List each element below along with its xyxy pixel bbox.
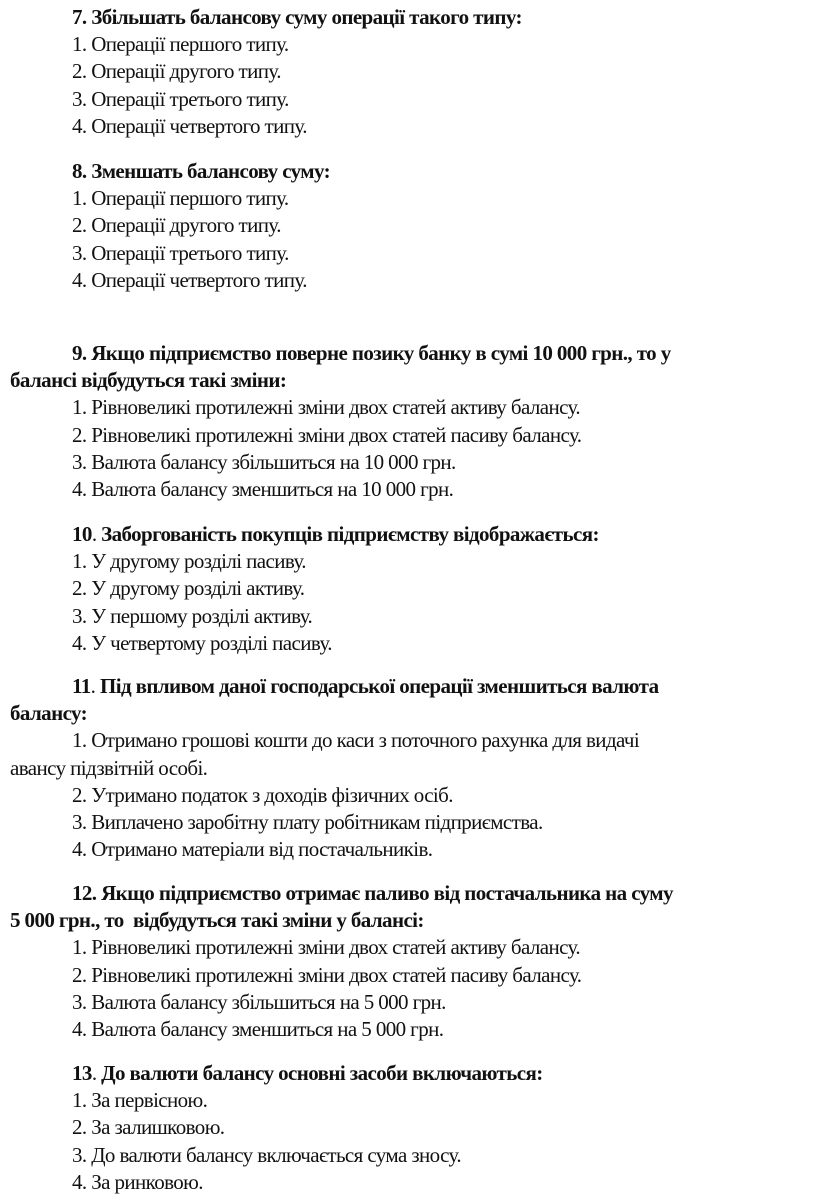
answer-option: 1. Операції першого типу.	[72, 32, 289, 57]
question-number: 7.	[72, 5, 87, 29]
answer-option: 4. За ринковою.	[72, 1169, 203, 1194]
question-number-dot: .	[90, 674, 96, 698]
answer-option-continuation: авансу підзвітній особі.	[10, 755, 208, 780]
question-text: Зменшать балансову суму:	[91, 159, 331, 183]
answer-option: 2. Рівновеликі протилежні зміни двох статей пасиву балансу.	[72, 422, 582, 447]
question-13-heading	[10, 1060, 810, 1087]
answer-option: 1. Отримано грошові кошти до каси з поточного рахунка для видачі	[72, 728, 640, 753]
answer-option: 2. Рівновеликі протилежні зміни двох статей пасиву балансу.	[72, 962, 582, 987]
question-9-heading-line2: балансі відбудуться такі зміни:	[10, 368, 287, 393]
question-8	[10, 158, 810, 294]
question-7	[10, 4, 810, 140]
question-11-heading-line1	[10, 673, 810, 700]
question-text: Під впливом даної господарської операції зменшиться валюта	[99, 674, 659, 698]
question-7-heading	[10, 4, 810, 31]
question-8-heading	[10, 158, 810, 185]
answer-option: 2. За залишковою.	[72, 1115, 225, 1140]
answer-option: 2. Операції другого типу.	[72, 213, 281, 238]
answer-option: 1. Рівновеликі протилежні зміни двох статей активу балансу.	[72, 395, 580, 420]
answer-option: 4. Операції четвертого типу.	[72, 113, 307, 138]
question-9-heading-line1	[10, 340, 810, 367]
question-text: До валюти балансу основні засоби включаються:	[101, 1061, 543, 1085]
question-number: 9.	[72, 341, 87, 365]
answer-option: 2. Утримано податок з доходів фізичних осіб.	[72, 782, 453, 807]
question-text: Якщо підприємство поверне позику банку в сумі 10 000 грн., то у	[91, 341, 671, 365]
question-number-dot: .	[91, 522, 97, 546]
answer-option: 4. Операції четвертого типу.	[72, 267, 307, 292]
question-11-heading-line2: балансу:	[10, 701, 88, 726]
question-number: 12.	[72, 881, 97, 905]
question-11	[10, 673, 810, 863]
answer-option: 4. Валюта балансу зменшиться на 10 000 грн.	[72, 476, 454, 501]
answer-option: 3. Операції третього типу.	[72, 240, 289, 265]
answer-option: 4. Отримано матеріали від постачальників.	[72, 837, 433, 862]
question-9	[10, 340, 810, 503]
question-number-dot: .	[91, 1061, 97, 1085]
answer-option: 3. Операції третього типу.	[72, 86, 289, 111]
answer-option: 3. Валюта балансу збільшиться на 10 000 грн.	[72, 449, 456, 474]
answer-option: 1. За первісною.	[72, 1088, 208, 1113]
answer-option: 1. У другому розділі пасиву.	[72, 549, 306, 574]
answer-option: 2. У другому розділі активу.	[72, 576, 305, 601]
answer-option: 3. До валюти балансу включається сума зносу.	[72, 1142, 461, 1167]
answer-option: 4. У четвертому розділі пасиву.	[72, 630, 332, 655]
question-13	[10, 1060, 810, 1196]
question-12-heading-line1	[10, 880, 810, 907]
question-text: Збільшать балансову суму операції такого типу:	[91, 5, 522, 29]
answer-option: 3. Виплачено заробітну плату робітникам підприємства.	[72, 809, 543, 834]
question-12-heading-line2: 5 000 грн., то відбудуться такі зміни у балансі:	[10, 908, 424, 933]
question-number: 10	[72, 522, 92, 546]
answer-option: 3. Валюта балансу збільшиться на 5 000 грн.	[72, 989, 446, 1014]
question-10	[10, 521, 810, 657]
question-text: Заборгованість покупців підприємству відображається:	[101, 522, 599, 546]
question-10-heading	[10, 521, 810, 548]
question-number: 11	[72, 674, 91, 698]
question-12	[10, 880, 810, 1043]
answer-option: 4. Валюта балансу зменшиться на 5 000 грн.	[72, 1016, 444, 1041]
answer-option: 2. Операції другого типу.	[72, 59, 281, 84]
answer-option: 1. Рівновеликі протилежні зміни двох статей активу балансу.	[72, 935, 580, 960]
answer-option: 3. У першому розділі активу.	[72, 603, 313, 628]
question-number: 8.	[72, 159, 87, 183]
question-text: Якщо підприємство отримає паливо від постачальника на суму	[101, 881, 673, 905]
answer-option: 1. Операції першого типу.	[72, 186, 289, 211]
question-number: 13	[72, 1061, 92, 1085]
